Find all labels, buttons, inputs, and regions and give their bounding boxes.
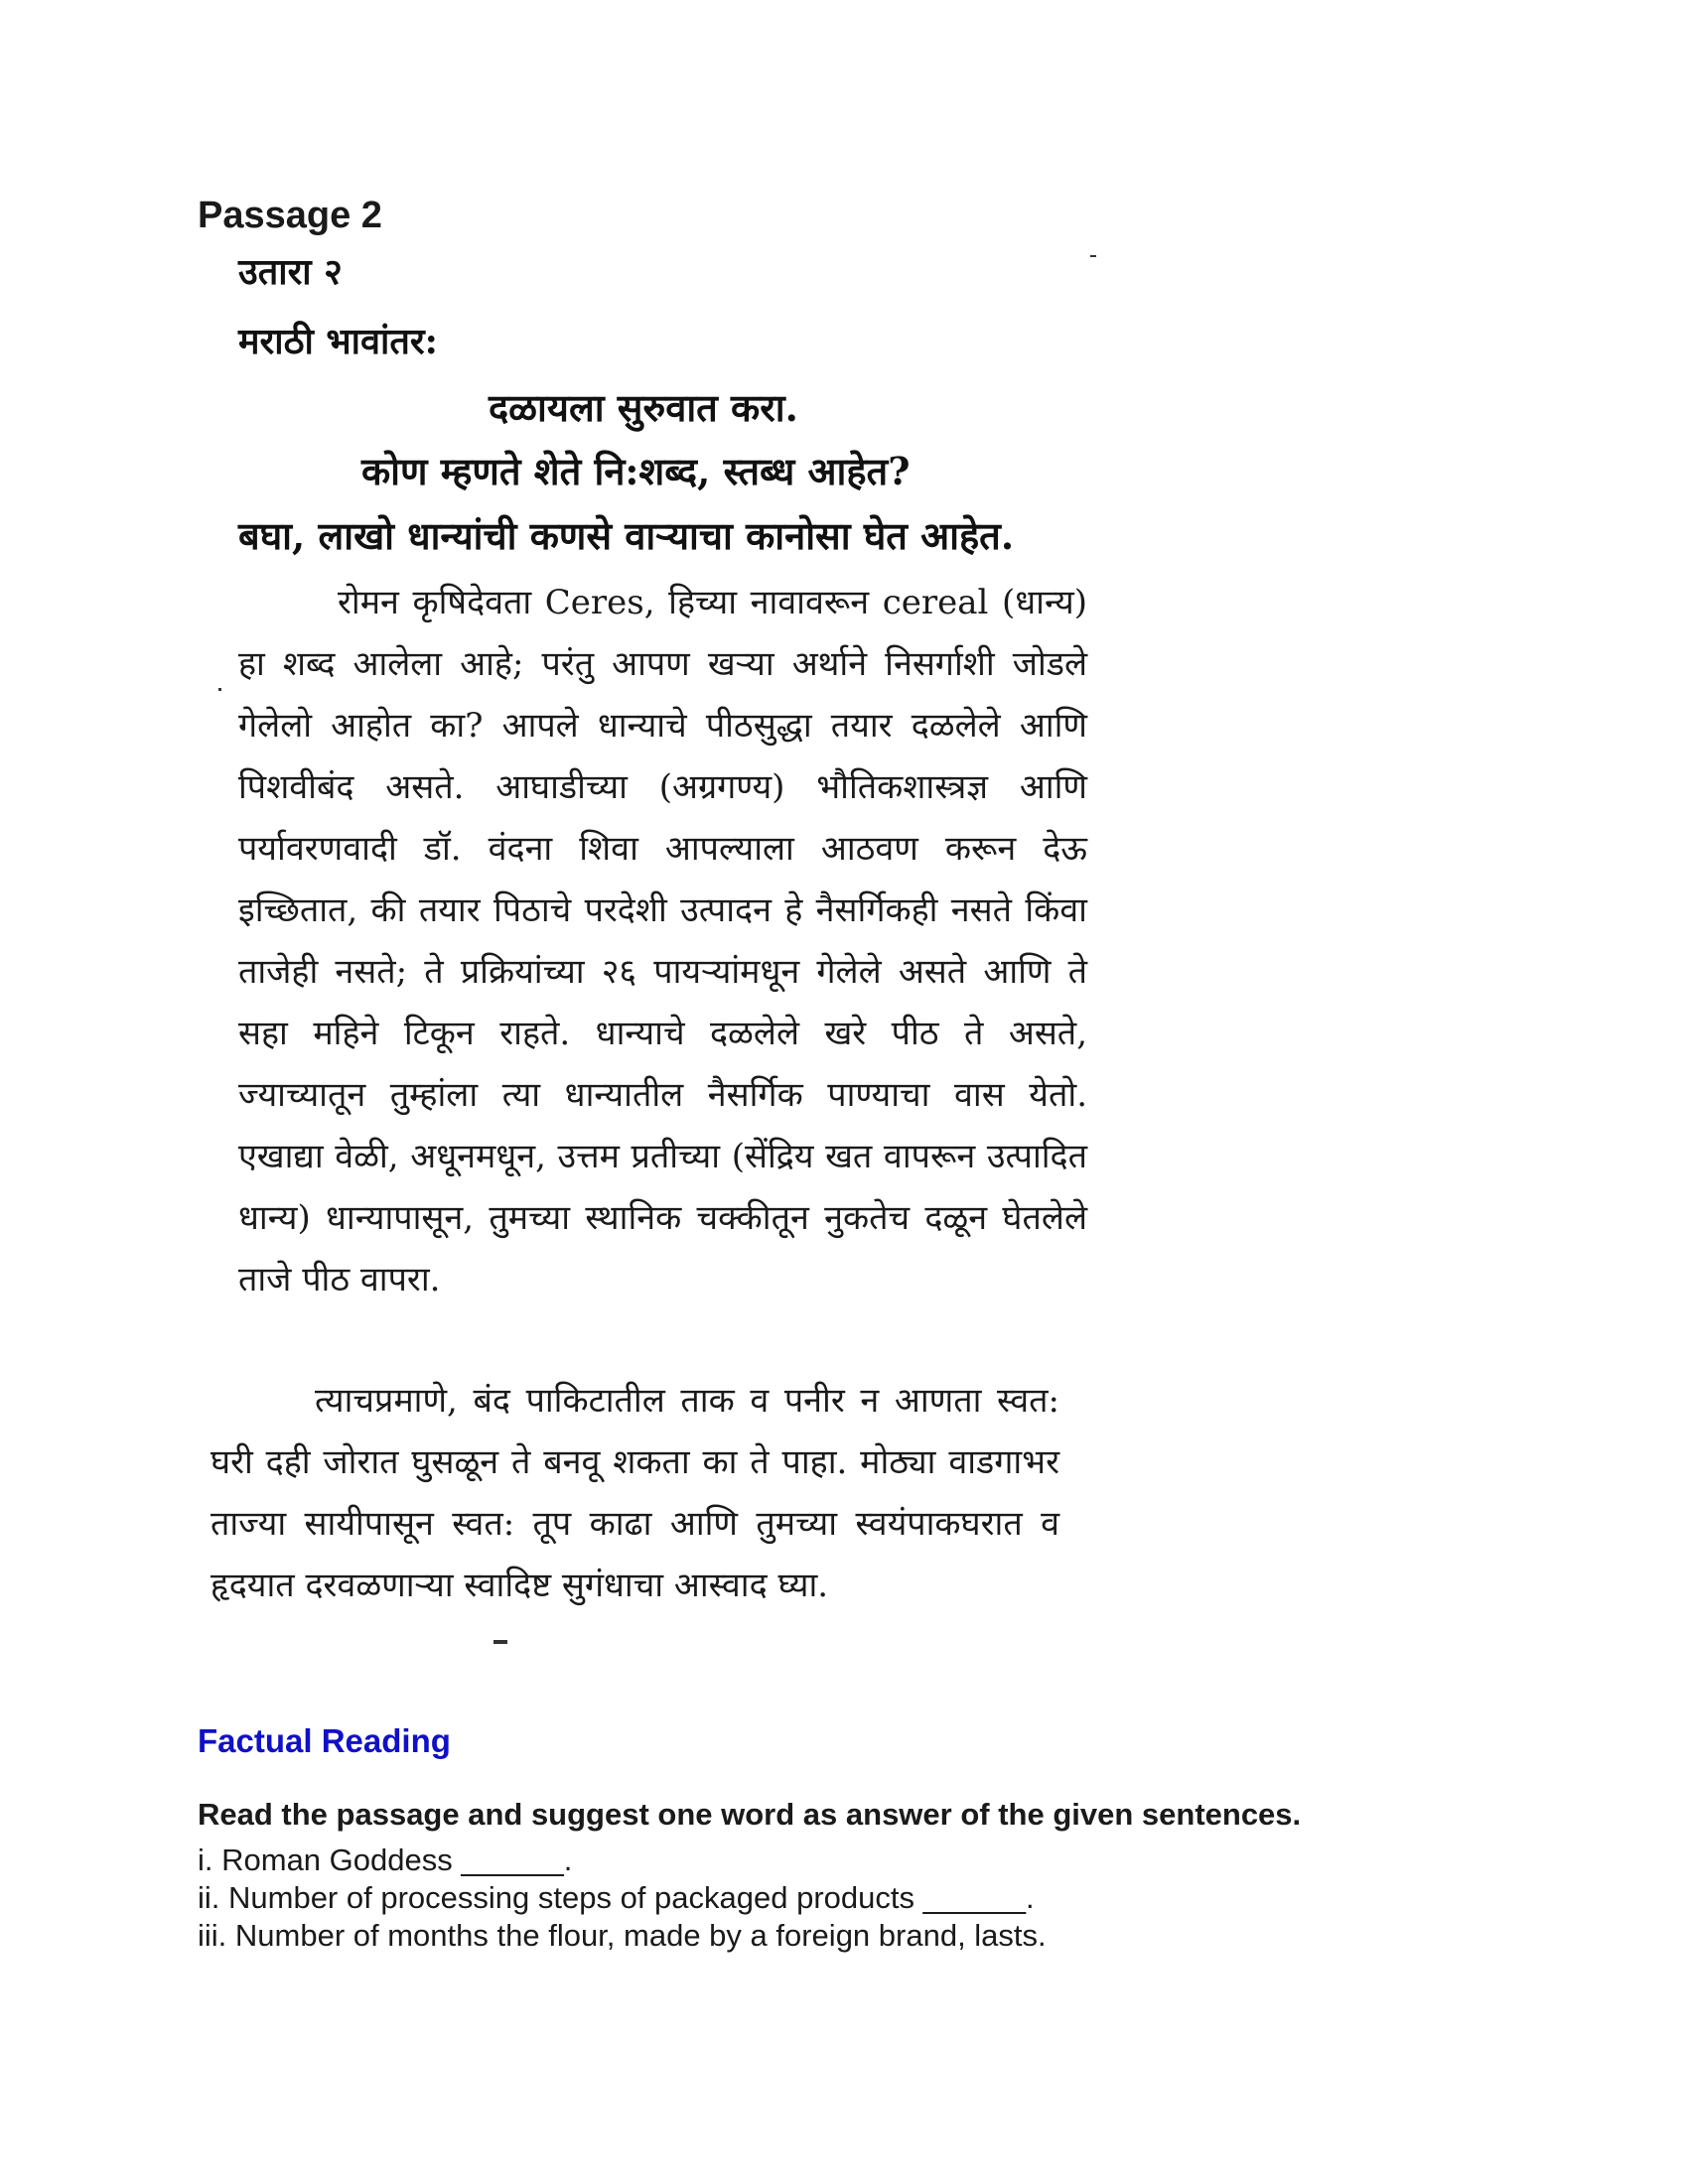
factual-reading-heading: Factual Reading bbox=[198, 1722, 451, 1759]
passage-paragraph-2: त्याचप्रमाणे, बंद पाकिटातील ताक व पनीर न आणता स्वत: घरी दही जोरात घुसळून ते बनवू शकता का ते पाहा. मोठ्या वाडगाभर ताज्या सायीपासून स्वत: तूप काढा आणि तुमच्या स्वयंपाकघरात व हृदयात दरवळणाऱ्या स्वादिष्ट सुगंधाचा आस्वाद घ्या. bbox=[211, 1381, 1059, 1605]
passage-title: Passage 2 bbox=[198, 195, 382, 236]
poem-line-1: दळायला सुरुवात करा. bbox=[489, 385, 798, 430]
scan-speck bbox=[1090, 255, 1096, 257]
question-2: ii. Number of processing steps of packaged products ______. bbox=[198, 1880, 1035, 1915]
question-3: iii. Number of months the flour, made by a foreign brand, lasts. bbox=[198, 1918, 1047, 1953]
passage-paragraph-1: रोमन कृषिदेवता Ceres, हिच्या नावावरून cereal (धान्य) हा शब्द आलेला आहे; परंतु आपण खऱ्या अर्थाने निसर्गाशी जोडले गेलेलो आहोत का? आपले धान्याचे पीठसुद्धा तयार दळलेले आणि पिशवीबंद असते. आघाडीच्या (अग्रगण्य) भौतिकशास्त्रज्ञ आणि पर्यावरणवादी डॉ. वंदना शिवा आपल्याला आठवण करून देऊ इच्छितात, की तयार पिठाचे परदेशी उत्पादन हे नैसर्गिकही नसते किंवा ताजेही नसते; ते प्रक्रियांच्या २६ पायऱ्यांमधून गेलेले असते आणि ते सहा महिने टिकून राहते. धान्याचे दळलेले खरे पीठ ते असते, ज्याच्यातून तुम्हांला त्या धान्यातील नैसर्गिक पाण्याचा वास येतो. एखाद्या वेळी, अधूनमधून, उत्तम प्रतीच्या (सेंद्रिय खत वापरून उत्पादित धान्य) धान्यापासून, तुमच्या स्थानिक चक्कीतून नुकतेच दळून घेतलेले ताजे पीठ वापरा. bbox=[238, 583, 1087, 1299]
scan-speck bbox=[218, 688, 221, 691]
marathi-translation-heading: मराठी भावांतर: bbox=[238, 321, 438, 362]
question-1: i. Roman Goddess ______. bbox=[198, 1843, 573, 1877]
instruction-text: Read the passage and suggest one word as answer of the given sentences. bbox=[198, 1797, 1302, 1832]
scan-speck bbox=[493, 1640, 507, 1644]
poem-line-3: बघा, लाखो धान्यांची कणसे वाऱ्याचा कानोसा घेत आहेत. bbox=[238, 513, 1015, 558]
poem-line-2: कोण म्हणते शेते नि:शब्द, स्तब्ध आहेत? bbox=[361, 449, 911, 493]
passage-subtitle-marathi: उतारा २ bbox=[238, 251, 343, 293]
